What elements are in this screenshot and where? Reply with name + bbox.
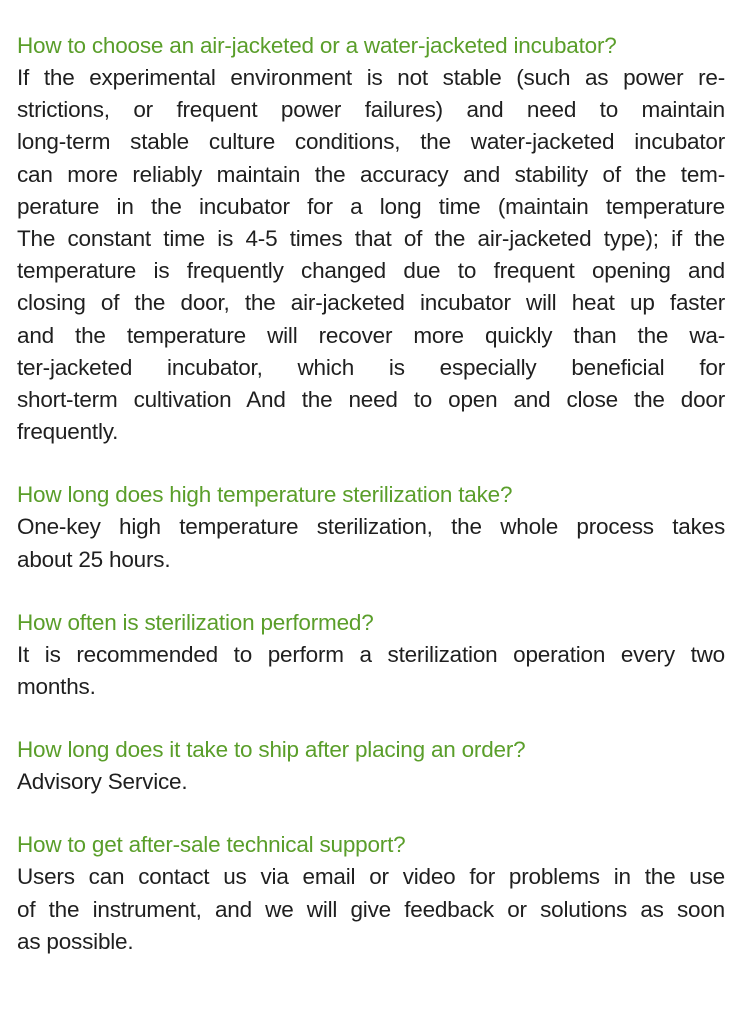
answer-line: The constant time is 4-5 times that of the air-jacketed type); if the: [17, 226, 725, 252]
answer-line: ter-jacketed incubator, which is especially beneficial for: [17, 354, 725, 380]
answer-line: temperature is frequently changed due to frequent opening and: [17, 258, 725, 284]
faq-answer: [17, 766, 725, 798]
answer-line: Users can contact us via email or video for problems in the use: [17, 864, 725, 890]
faq-question: How long does high temperature sterilization take?: [17, 482, 513, 508]
faq-item-sterilization-frequency: [17, 607, 725, 703]
answer-line: months.: [17, 674, 96, 700]
faq-question: How to get after-sale technical support?: [17, 832, 406, 858]
faq-answer: [17, 62, 725, 448]
faq-question: How often is sterilization performed?: [17, 609, 374, 635]
answer-line: as possible.: [17, 928, 134, 954]
faq-item-shipping-time: [17, 734, 725, 798]
faq-item-sterilization-duration: [17, 479, 725, 575]
answer-line: long-term stable culture conditions, the water-jacketed incubator: [17, 129, 725, 155]
faq-question: How long does it take to ship after placing an order?: [17, 737, 526, 763]
faq-answer: [17, 511, 725, 575]
answer-line: If the experimental environment is not stable (such as power re-: [17, 65, 725, 90]
answer-line: perature in the incubator for a long time (maintain temperature: [17, 193, 725, 219]
answer-line: strictions, or frequent power failures) and need to maintain: [17, 97, 725, 123]
answer-line: One-key high temperature sterilization, the whole process takes: [17, 514, 725, 540]
answer-line: closing of the door, the air-jacketed incubator will heat up faster: [17, 290, 725, 316]
answer-line: Advisory Service.: [17, 769, 188, 795]
answer-line: It is recommended to perform a sterilization operation every two: [17, 641, 725, 667]
faq-answer: [17, 861, 725, 958]
faq-item-technical-support: [17, 829, 725, 958]
answer-line: about 25 hours.: [17, 546, 171, 572]
answer-line: and the temperature will recover more quickly than the wa-: [17, 322, 725, 348]
faq-list: [17, 30, 725, 989]
answer-line: short-term cultivation And the need to open and close the door: [17, 387, 725, 413]
faq-question: How to choose an air-jacketed or a water-jacketed incubator?: [17, 33, 617, 58]
answer-line: of the instrument, and we will give feedback or solutions as soon: [17, 896, 725, 922]
faq-answer: [17, 639, 725, 703]
faq-item-air-vs-water-jacketed: [17, 30, 725, 448]
answer-line: frequently.: [17, 419, 119, 445]
answer-line: can more reliably maintain the accuracy and stability of the tem-: [17, 161, 725, 187]
